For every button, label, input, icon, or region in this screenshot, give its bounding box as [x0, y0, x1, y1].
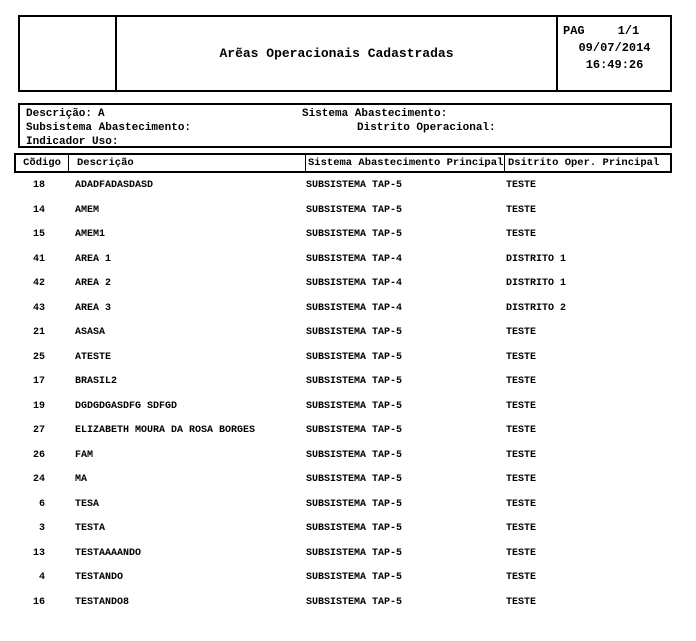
row-descricao: AMEM	[75, 204, 100, 216]
row-sistema: SUBSISTEMA TAP-5	[306, 498, 403, 510]
row-codigo: 27	[32, 425, 45, 436]
row-codigo: 13	[32, 547, 45, 559]
row-sistema: SUBSISTEMA TAP-5	[306, 425, 403, 436]
row-descricao: AREA 1	[75, 253, 112, 265]
row-distrito: TESTE	[506, 523, 537, 534]
row-codigo: 4	[38, 572, 45, 583]
table-row	[14, 298, 672, 323]
table-row	[14, 175, 672, 200]
col-header-sistema: Sistema Abastecimento Principal	[308, 157, 504, 169]
page-label: PAG	[563, 24, 585, 38]
row-distrito: TESTE	[506, 572, 537, 583]
row-codigo: 25	[32, 351, 45, 363]
table-rows	[14, 175, 672, 616]
row-distrito: TESTE	[506, 547, 537, 559]
table-row	[14, 420, 672, 445]
table-row	[14, 249, 672, 274]
col-header-distrito: Dsitrito Oper. Principal	[508, 157, 660, 169]
row-codigo: 14	[32, 204, 45, 216]
row-sistema: SUBSISTEMA TAP-5	[306, 449, 403, 461]
row-sistema: SUBSISTEMA TAP-5	[306, 229, 403, 240]
page-number: 1/1	[617, 24, 640, 38]
row-descricao: TESA	[75, 498, 100, 510]
table-row	[14, 224, 672, 249]
table-row	[14, 567, 672, 592]
col-header-codigo: Cõdigo	[16, 155, 69, 171]
report-header	[18, 15, 672, 92]
row-sistema: SUBSISTEMA TAP-4	[306, 278, 403, 289]
filter-distrito-label: Distrito Operacional:	[357, 122, 496, 134]
row-codigo: 41	[32, 253, 45, 265]
row-sistema: SUBSISTEMA TAP-5	[306, 474, 403, 485]
row-codigo: 42	[32, 278, 45, 289]
row-descricao: BRASIL2	[75, 376, 118, 387]
table-row	[14, 518, 672, 543]
row-distrito: TESTE	[506, 498, 537, 510]
row-descricao: FAM	[75, 449, 94, 461]
row-sistema: SUBSISTEMA TAP-5	[306, 547, 403, 559]
row-distrito: TESTE	[506, 449, 537, 461]
row-distrito: DISTRITO 1	[506, 278, 567, 289]
filter-descricao-value: A	[98, 108, 105, 120]
table-header	[14, 153, 672, 173]
table-row	[14, 592, 672, 617]
report-time: 16:49:26	[585, 58, 644, 72]
col-header-descricao: Descrição	[69, 155, 306, 171]
row-codigo: 19	[32, 400, 45, 412]
logo-cell	[20, 17, 117, 90]
table-row	[14, 322, 672, 347]
row-distrito: DISTRITO 1	[506, 253, 567, 265]
row-distrito: TESTE	[506, 180, 537, 191]
row-distrito: TESTE	[506, 229, 537, 240]
row-distrito: TESTE	[506, 400, 537, 412]
row-distrito: DISTRITO 2	[506, 302, 567, 314]
row-distrito: TESTE	[506, 596, 537, 608]
row-codigo: 15	[32, 229, 45, 240]
row-sistema: SUBSISTEMA TAP-4	[306, 253, 403, 265]
row-sistema: SUBSISTEMA TAP-5	[306, 400, 403, 412]
table-row	[14, 200, 672, 225]
row-codigo: 16	[32, 596, 45, 608]
row-descricao: AREA 3	[75, 302, 112, 314]
row-sistema: SUBSISTEMA TAP-5	[306, 180, 403, 191]
report-title: Arẽas Operacionais Cadastradas	[219, 46, 454, 61]
row-descricao: TESTANDO8	[75, 596, 130, 608]
report-meta	[556, 17, 670, 90]
row-descricao: MA	[75, 474, 88, 485]
row-distrito: TESTE	[506, 474, 537, 485]
row-sistema: SUBSISTEMA TAP-5	[306, 376, 403, 387]
row-codigo: 26	[32, 449, 45, 461]
table-row	[14, 445, 672, 470]
row-codigo: 21	[32, 327, 45, 338]
row-descricao: AREA 2	[75, 278, 112, 289]
row-sistema: SUBSISTEMA TAP-5	[306, 204, 403, 216]
row-distrito: TESTE	[506, 376, 537, 387]
filter-descricao-label: Descrição:	[26, 108, 93, 120]
row-descricao: ASASA	[75, 327, 106, 338]
filter-sistema-label: Sistema Abastecimento:	[302, 108, 448, 120]
table-row	[14, 371, 672, 396]
row-codigo: 18	[32, 180, 45, 191]
page-row	[563, 23, 666, 39]
row-sistema: SUBSISTEMA TAP-5	[306, 523, 403, 534]
row-sistema: SUBSISTEMA TAP-5	[306, 351, 403, 363]
row-descricao: ELIZABETH MOURA DA ROSA BORGES	[75, 425, 256, 436]
row-descricao: DGDGDGASDFG SDFGD	[75, 400, 178, 412]
table-row	[14, 273, 672, 298]
table-row	[14, 494, 672, 519]
row-codigo: 6	[38, 498, 45, 510]
row-sistema: SUBSISTEMA TAP-5	[306, 572, 403, 583]
row-descricao: TESTA	[75, 523, 106, 534]
row-codigo: 17	[32, 376, 45, 387]
row-sistema: SUBSISTEMA TAP-4	[306, 302, 403, 314]
row-codigo: 43	[32, 302, 45, 314]
filter-box	[18, 103, 672, 148]
row-distrito: TESTE	[506, 204, 537, 216]
row-distrito: TESTE	[506, 351, 537, 363]
filter-indicador-label: Indicador Uso:	[26, 136, 119, 148]
row-descricao: ADADFADASDASD	[75, 180, 154, 191]
report-date: 09/07/2014	[578, 41, 651, 55]
table-row	[14, 469, 672, 494]
row-sistema: SUBSISTEMA TAP-5	[306, 596, 403, 608]
row-sistema: SUBSISTEMA TAP-5	[306, 327, 403, 338]
row-descricao: AMEM1	[75, 229, 106, 240]
row-distrito: TESTE	[506, 425, 537, 436]
row-codigo: 24	[32, 474, 45, 485]
row-descricao: TESTANDO	[75, 572, 124, 583]
filter-subsistema-label: Subsistema Abastecimento:	[26, 122, 192, 134]
row-descricao: TESTAAAANDO	[75, 547, 142, 559]
table-row	[14, 543, 672, 568]
row-codigo: 3	[38, 523, 45, 534]
row-descricao: ATESTE	[75, 351, 112, 363]
row-distrito: TESTE	[506, 327, 537, 338]
table-row	[14, 347, 672, 372]
table-row	[14, 396, 672, 421]
